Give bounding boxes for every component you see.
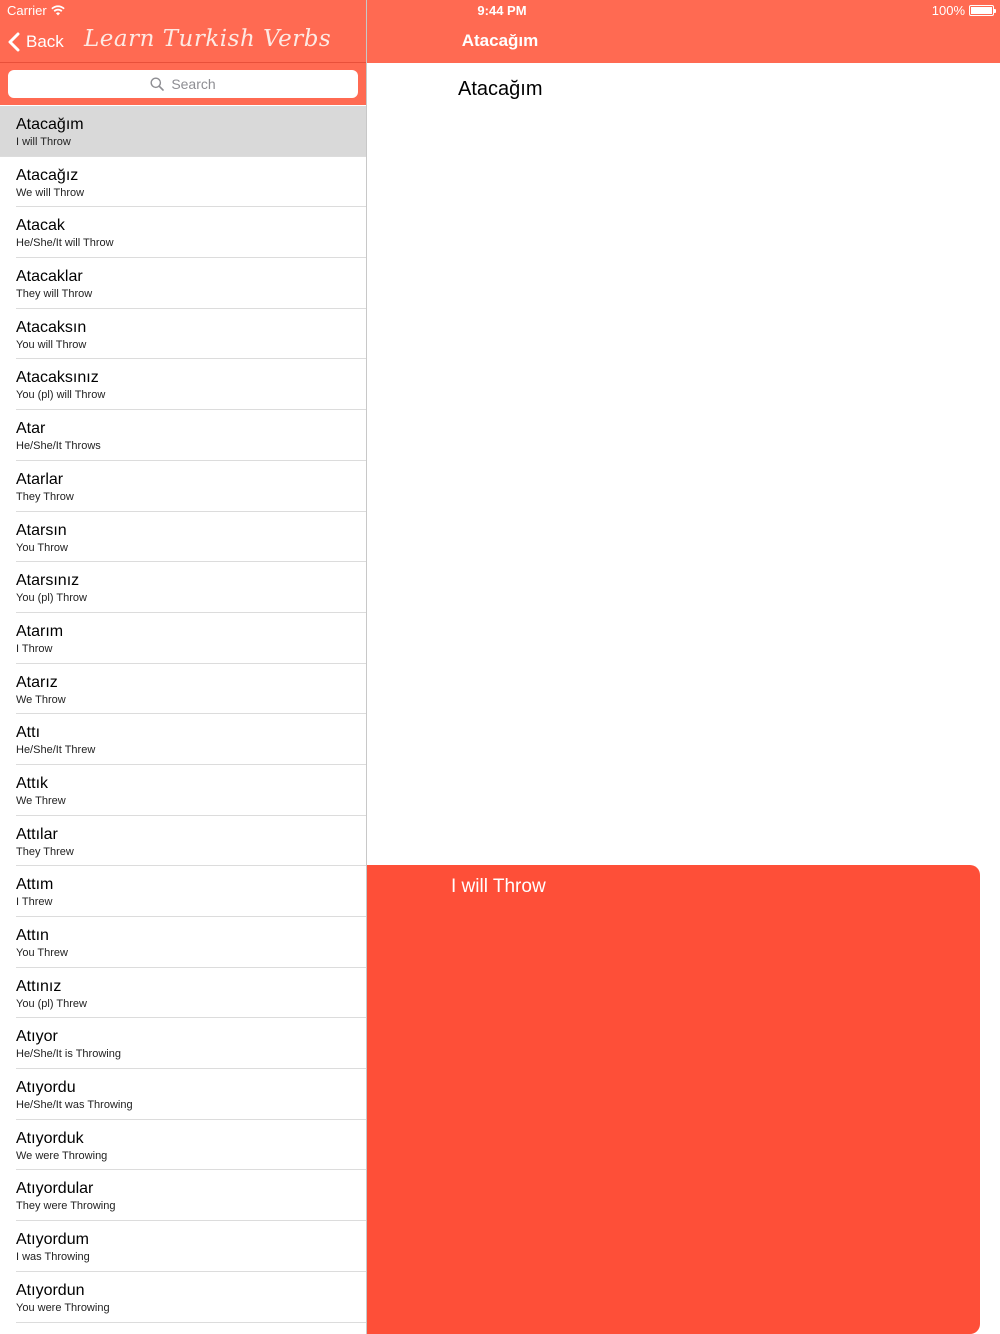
list-item[interactable] [0,1069,366,1120]
verb-meaning: He/She/It is Throwing [16,1048,121,1061]
verb-meaning: You were Throwing [16,1301,110,1314]
verb-word: Attım [16,876,54,894]
verb-word: Atıyordum [16,1231,89,1249]
list-item[interactable] [0,1018,366,1069]
verb-meaning: You (pl) Throw [16,592,87,605]
verb-meaning: We Threw [16,794,66,807]
verb-word: Attın [16,927,49,944]
chevron-left-icon [8,32,20,52]
list-item[interactable] [0,410,366,461]
verb-meaning: You (pl) Threw [16,997,87,1010]
list-item[interactable] [0,1120,366,1171]
search-placeholder: Search [171,76,216,92]
verb-meaning: He/She/It Throws [16,440,101,453]
verb-word: Atacak [16,217,65,235]
status-time: 9:44 PM [477,3,527,18]
verb-word: Atacağız [16,166,79,184]
verb-word: Attılar [16,825,58,843]
list-item[interactable] [0,917,366,968]
translation-text: I will Throw [451,876,546,897]
search-icon [150,77,164,91]
list-item[interactable] [0,816,366,867]
detail-header [367,0,1000,63]
carrier-label: Carrier [7,3,47,18]
wifi-icon [51,5,65,16]
verb-word: Atıyordun [16,1281,85,1299]
verb-meaning: I was Throwing [16,1251,90,1264]
list-item[interactable] [0,714,366,765]
back-button[interactable] [8,29,64,55]
verb-meaning: We were Throwing [16,1149,108,1162]
list-item[interactable] [0,157,366,208]
verb-list [0,106,366,1323]
verb-word: Attık [16,774,49,792]
list-item[interactable] [0,512,366,563]
verb-meaning: You Threw [16,947,68,959]
list-item[interactable] [0,968,366,1019]
list-item[interactable] [0,106,366,157]
verb-meaning: We Throw [16,693,66,706]
verb-word: Atarlar [16,470,64,488]
back-label: Back [26,32,64,51]
verb-meaning: You (pl) will Throw [16,389,106,402]
verb-meaning: They Threw [16,845,74,858]
verb-word: Atarız [16,673,58,691]
list-item[interactable] [0,765,366,816]
list-item[interactable] [0,207,366,258]
verb-meaning: We will Throw [16,186,85,199]
battery-percent: 100% [931,3,965,18]
verb-meaning: I will Throw [16,136,71,148]
status-carrier [7,3,65,18]
search-input[interactable] [8,70,358,98]
battery-icon [969,5,994,16]
verb-word: Atarsın [16,521,67,539]
verb-word: Atıyordular [16,1180,94,1198]
app-title: Learn Turkish Verbs [84,26,332,52]
status-battery [932,3,994,18]
verb-meaning: They will Throw [16,288,93,301]
sidebar [0,0,366,1334]
verb-meaning: He/She/It Threw [16,744,96,757]
verb-meaning: You Throw [16,541,68,554]
verb-word: Atıyorduk [16,1129,84,1147]
verb-meaning: I Threw [16,896,53,909]
verb-word: Atacaksınız [16,369,99,387]
verb-word: Atarsınız [16,572,80,590]
list-item[interactable] [0,1272,366,1323]
verb-word: Atarım [16,622,64,640]
detail-word: Atacağım [458,78,543,100]
header-divider [0,62,366,63]
list-item[interactable] [0,1221,366,1272]
verb-word: Atacağım [16,116,84,133]
verb-meaning: You will Throw [16,338,87,351]
verb-word: Atacaklar [16,268,83,286]
detail-nav-title: Atacağım [461,31,539,50]
list-item[interactable] [0,1170,366,1221]
list-item[interactable] [0,461,366,512]
list-item[interactable] [0,613,366,664]
list-item[interactable] [0,359,366,410]
verb-word: Attınız [16,977,62,995]
verb-word: Atacaksın [16,318,87,336]
verb-word: Atıyor [16,1028,58,1046]
list-item[interactable] [0,866,366,917]
verb-meaning: I Throw [16,642,53,655]
verb-word: Atıyordu [16,1079,76,1097]
verb-word: Attı [16,724,41,742]
list-item[interactable] [0,258,366,309]
verb-meaning: They were Throwing [16,1200,116,1213]
list-item[interactable] [0,664,366,715]
verb-meaning: They Throw [16,490,74,503]
translation-panel [367,865,980,1334]
verb-meaning: He/She/It will Throw [16,237,114,250]
list-item[interactable] [0,562,366,613]
verb-meaning: He/She/It was Throwing [16,1099,133,1112]
sidebar-header [0,0,366,105]
verb-word: Atar [16,420,46,438]
list-item[interactable] [0,309,366,360]
